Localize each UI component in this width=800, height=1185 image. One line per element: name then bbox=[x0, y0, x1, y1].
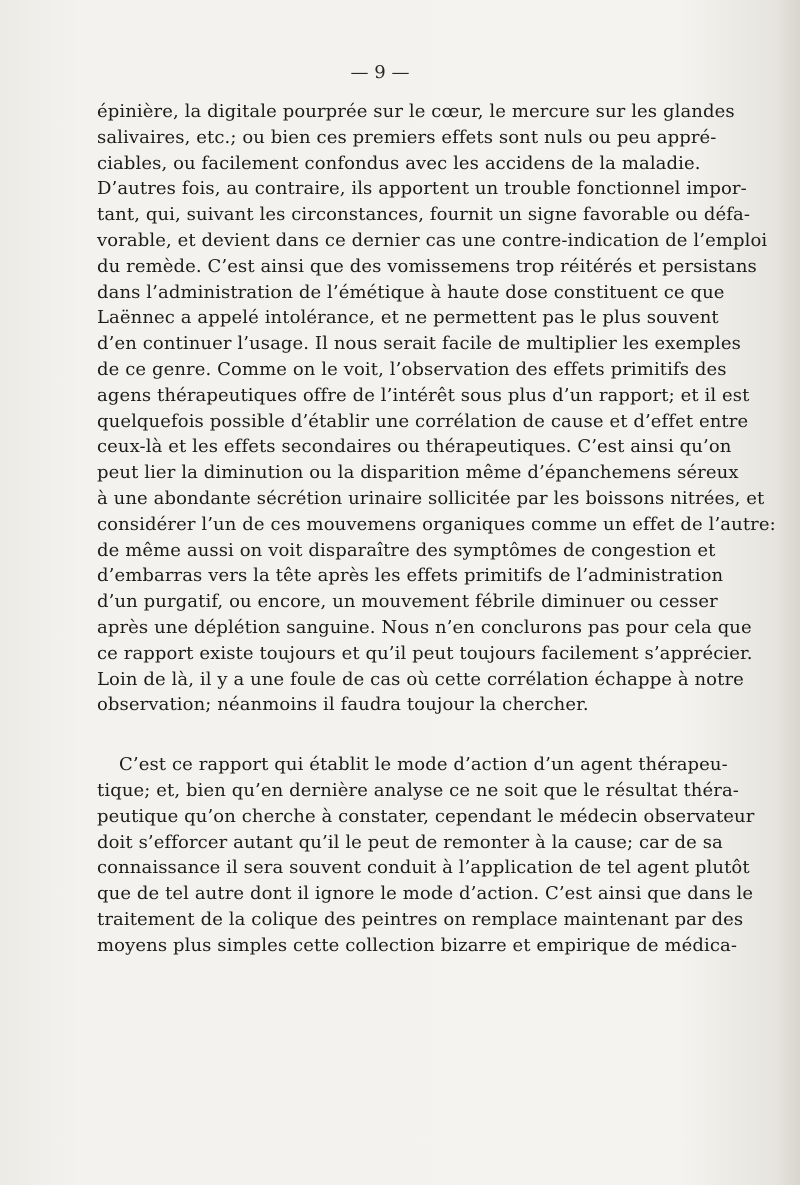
text-line: du remède. C’est ainsi que des vomissemens trop réitérés et persistans bbox=[97, 255, 757, 277]
body-text bbox=[97, 99, 776, 959]
text-line: ce rapport existe toujours et qu’il peut toujours facilement s’apprécier. bbox=[97, 642, 753, 664]
text-line: ceux-là et les effets secondaires ou thérapeutiques. C’est ainsi qu’on bbox=[97, 436, 732, 458]
text-line: C’est ce rapport qui établit le mode d’action d’un agent thérapeu- bbox=[119, 754, 728, 776]
text-line: Laënnec a appelé intolérance, et ne permettent pas le plus souvent bbox=[97, 307, 719, 329]
text-line: considérer l’un de ces mouvemens organiques comme un effet de l’autre: bbox=[97, 513, 776, 535]
page-number: — 9 — bbox=[350, 62, 410, 83]
text-line: à une abondante sécrétion urinaire sollicitée par les boissons nitrées, et bbox=[97, 487, 765, 509]
text-line: traitement de la colique des peintres on remplace maintenant par des bbox=[97, 908, 744, 930]
text-line: d’un purgatif, ou encore, un mouvement fébrile diminuer ou cesser bbox=[97, 591, 718, 613]
text-line: salivaires, etc.; ou bien ces premiers effets sont nuls ou peu appré- bbox=[97, 126, 717, 148]
text-line: après une déplétion sanguine. Nous n’en conclurons pas pour cela que bbox=[97, 616, 752, 638]
text-line: doit s’efforcer autant qu’il le peut de remonter à la cause; car de sa bbox=[97, 831, 723, 853]
text-line: D’autres fois, au contraire, ils apportent un trouble fonctionnel impor- bbox=[97, 178, 747, 200]
text-line: connaissance il sera souvent conduit à l’application de tel agent plutôt bbox=[97, 857, 750, 879]
text-line: d’embarras vers la tête après les effets primitifs de l’administration bbox=[97, 565, 724, 587]
text-line: que de tel autre dont il ignore le mode d’action. C’est ainsi que dans le bbox=[97, 883, 754, 905]
text-line: d’en continuer l’usage. Il nous serait facile de multiplier les exemples bbox=[97, 333, 741, 355]
text-line: observation; néanmoins il faudra toujour la chercher. bbox=[97, 694, 589, 716]
paragraph-2 bbox=[97, 752, 755, 958]
text-line: agens thérapeutiques offre de l’intérêt sous plus d’un rapport; et il est bbox=[97, 384, 750, 406]
text-line: quelquefois possible d’établir une corrélation de cause et d’effet entre bbox=[97, 410, 749, 432]
text-line: épinière, la digitale pourprée sur le cœur, le mercure sur les glandes bbox=[97, 101, 735, 122]
text-line: vorable, et devient dans ce dernier cas une contre-indication de l’emploi bbox=[97, 229, 768, 251]
text-line: moyens plus simples cette collection bizarre et empirique de médica- bbox=[97, 934, 738, 956]
text-line: ciables, ou facilement confondus avec les accidens de la maladie. bbox=[97, 152, 701, 174]
text-line: tique; et, bien qu’en dernière analyse ce ne soit que le résultat théra- bbox=[97, 779, 739, 801]
text-line: de ce genre. Comme on le voit, l’observation des effets primitifs des bbox=[97, 358, 727, 380]
text-line: tant, qui, suivant les circonstances, fournit un signe favorable ou défa- bbox=[97, 204, 750, 226]
text-line: Loin de là, il y a une foule de cas où cette corrélation échappe à notre bbox=[97, 668, 744, 690]
text-line: dans l’administration de l’émétique à haute dose constituent ce que bbox=[97, 281, 725, 303]
text-line: peutique qu’on cherche à constater, cependant le médecin observateur bbox=[97, 805, 755, 827]
text-line: de même aussi on voit disparaître des symptômes de congestion et bbox=[97, 539, 716, 561]
text-line: peut lier la diminution ou la disparition même d’épanchemens séreux bbox=[97, 462, 739, 484]
paragraph-1 bbox=[97, 99, 776, 718]
